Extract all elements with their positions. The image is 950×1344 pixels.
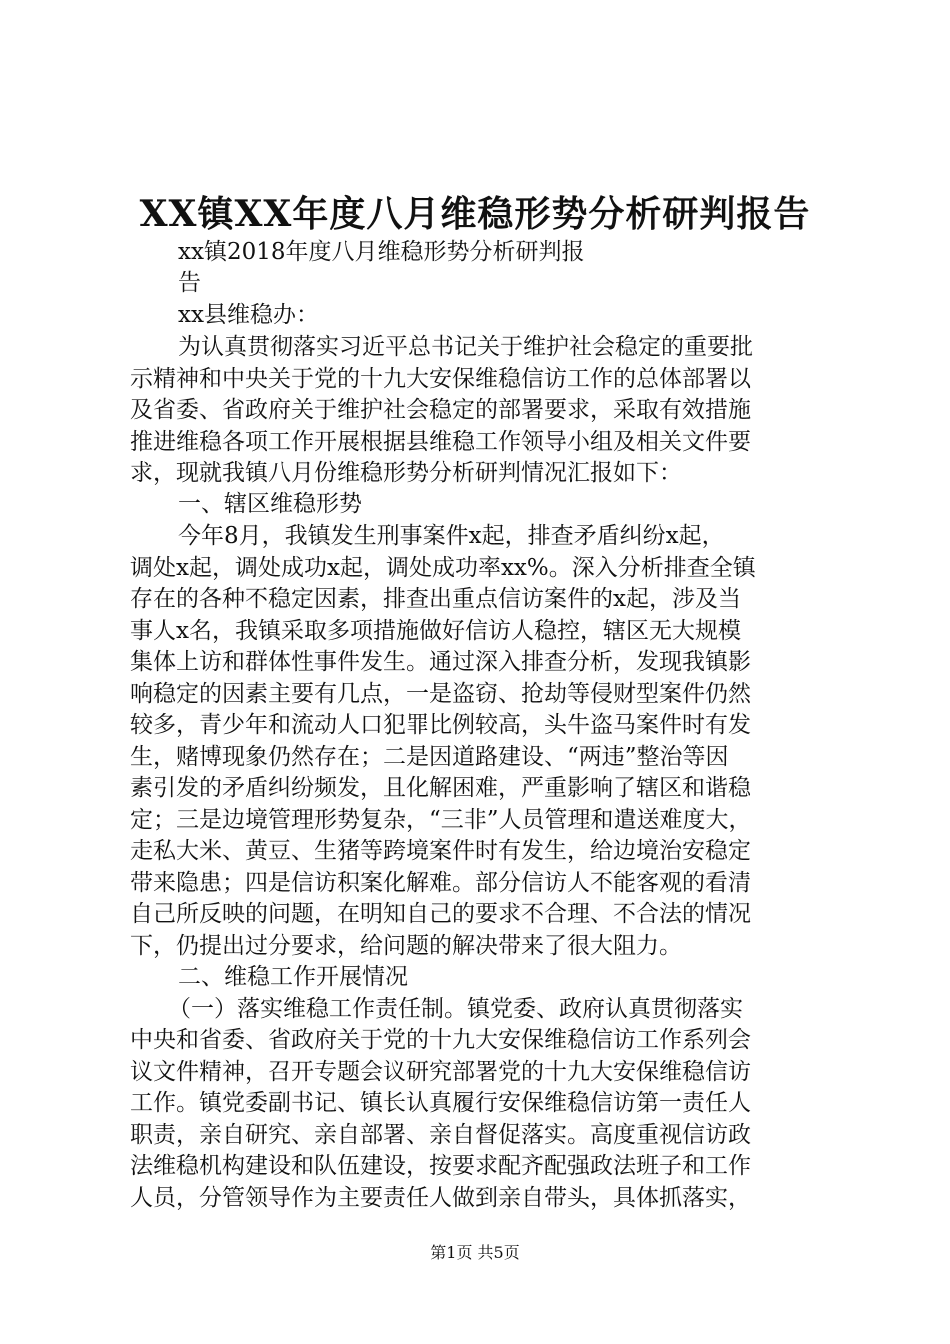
text-line: 职责，亲自研究、亲自部署、亲自督促落实。高度重视信访政 <box>130 1122 751 1148</box>
page-number-footer: 第1页 共5页 <box>430 1243 520 1262</box>
text-line: 工作。镇党委副书记、镇长认真履行安保维稳信访第一责任人 <box>130 1090 751 1116</box>
text-line: 求，现就我镇八月份维稳形势分析研判情况汇报如下： <box>130 460 682 486</box>
text-line: xx镇2018年度八月维稳形势分析研判报 <box>178 239 585 265</box>
section-heading: 一、辖区维稳形势 <box>178 491 362 517</box>
text-line: 定；三是边境管理形势复杂，“三非”人员管理和遣送难度大， <box>130 807 752 833</box>
text-line: 推进维稳各项工作开展根据县维稳工作领导小组及相关文件要 <box>130 429 751 455</box>
text-line: （一）落实维稳工作责任制。镇党委、政府认真贯彻落实 <box>168 996 743 1022</box>
text-line: 较多，青少年和流动人口犯罪比例较高，头牛盗马案件时有发 <box>130 712 751 738</box>
text-line: 集体上访和群体性事件发生。通过深入排查分析，发现我镇影 <box>130 649 751 675</box>
text-line: 法维稳机构建设和队伍建设，按要求配齐配强政法班子和工作 <box>130 1153 751 1179</box>
text-line: 走私大米、黄豆、生猪等跨境案件时有发生，给边境治安稳定 <box>130 838 751 864</box>
text-line: xx县维稳办： <box>178 302 319 328</box>
text-line: 议文件精神，召开专题会议研究部署党的十九大安保维稳信访 <box>130 1059 751 1085</box>
text-line: 调处x起，调处成功x起，调处成功率xx%。深入分析排查全镇 <box>130 555 756 581</box>
document-title: XX镇XX年度八月维稳形势分析研判报告 <box>139 193 811 235</box>
text-line: 响稳定的因素主要有几点，一是盗窃、抢劫等侵财型案件仍然 <box>130 681 751 707</box>
text-line: 中央和省委、省政府关于党的十九大安保维稳信访工作系列会 <box>130 1027 751 1053</box>
text-line: 人员，分管领导作为主要责任人做到亲自带头，具体抓落实， <box>130 1185 751 1211</box>
section-heading: 二、维稳工作开展情况 <box>178 964 408 990</box>
text-line: 告 <box>178 270 201 296</box>
text-line: 带来隐患；四是信访积案化解难。部分信访人不能客观的看清 <box>130 870 751 896</box>
text-line: 示精神和中央关于党的十九大安保维稳信访工作的总体部署以 <box>130 366 751 392</box>
text-line: 生，赌博现象仍然存在；二是因道路建设、“两违”整治等因 <box>130 744 729 770</box>
text-line: 为认真贯彻落实习近平总书记关于维护社会稳定的重要批 <box>178 334 753 360</box>
text-line: 今年8月，我镇发生刑事案件x起，排查矛盾纠纷x起， <box>178 523 725 549</box>
text-line: 素引发的矛盾纠纷频发，且化解困难，严重影响了辖区和谐稳 <box>130 775 751 801</box>
text-line: 存在的各种不稳定因素，排查出重点信访案件的x起，涉及当 <box>130 586 741 612</box>
text-line: 事人x名，我镇采取多项措施做好信访人稳控，辖区无大规模 <box>130 618 741 644</box>
text-line: 下，仍提出过分要求，给问题的解决带来了很大阻力。 <box>130 933 682 959</box>
text-line: 自己所反映的问题，在明知自己的要求不合理、不合法的情况 <box>130 901 751 927</box>
text-line: 及省委、省政府关于维护社会稳定的部署要求，采取有效措施 <box>130 397 751 423</box>
